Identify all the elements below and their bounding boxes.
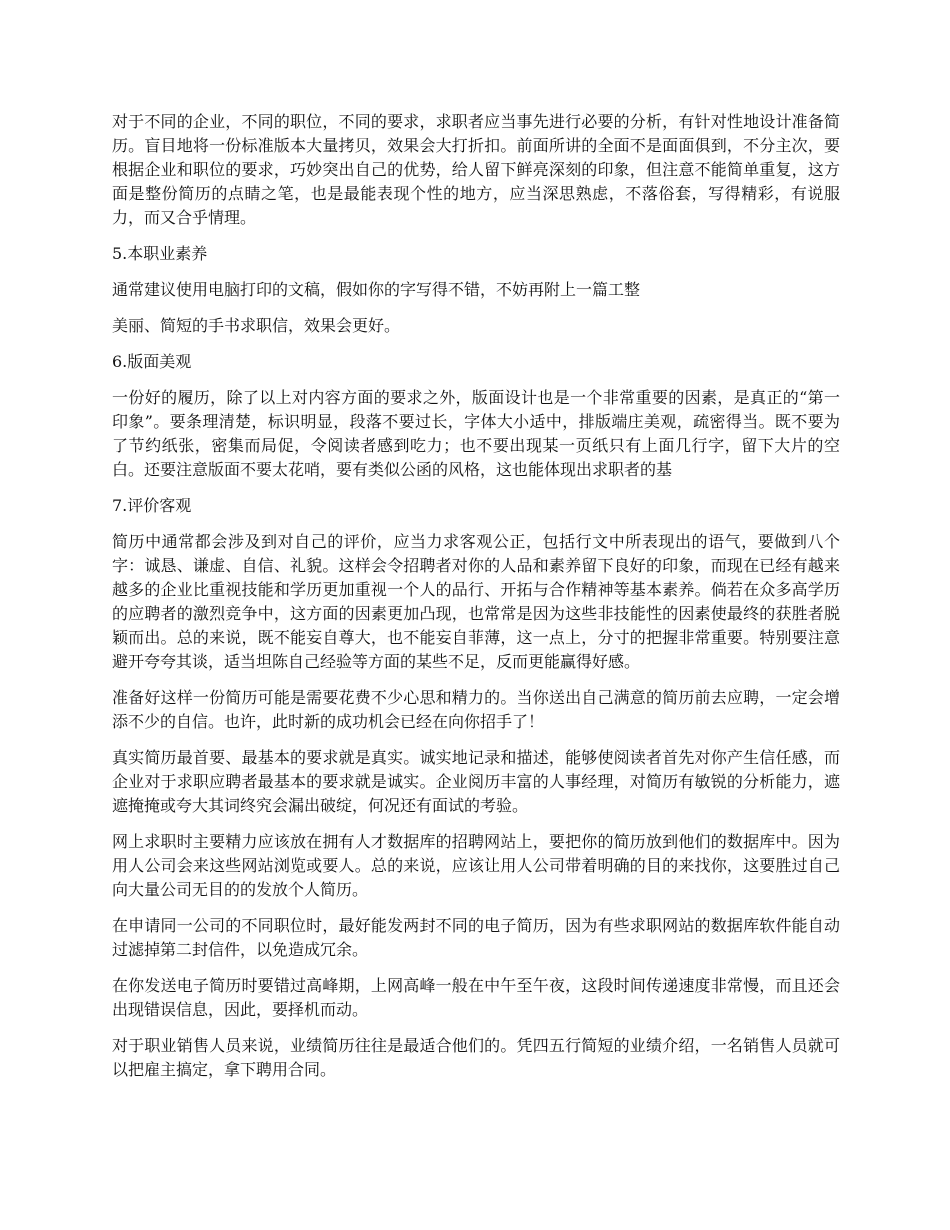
paragraph-online-job-search: 网上求职时主要精力应该放在拥有人才数据库的招聘网站上，要把你的简历放到他们的数据库中。因为用人公司会来这些网站浏览或要人。总的来说，应该让用人公司带着明确的目的来找你，这要胜过自己向大量公司无目的的发放个人简历。 — [112, 832, 840, 899]
heading-professional-quality: 5.本职业素养 — [112, 244, 208, 263]
document-body — [112, 110, 840, 1094]
paragraph-prepare-resume: 准备好这样一份简历可能是需要花费不少心思和精力的。当你送出自己满意的简历前去应聘，一定会增添不少的自信。也许，此时新的成功机会已经在向你招手了！ — [112, 688, 840, 731]
heading-layout-aesthetics: 6.版面美观 — [112, 352, 192, 371]
paragraph-sales-resume: 对于职业销售人员来说，业绩简历往往是最适合他们的。凭四五行简短的业绩介绍，一名销售人员就可以把雇主搞定，拿下聘用合同。 — [112, 1036, 840, 1079]
paragraph-handwritten-letter: 美丽、简短的手书求职信，效果会更好。 — [112, 316, 401, 335]
paragraph-truthful-resume: 真实简历最首要、最基本的要求就是真实。诚实地记录和描述，能够使阅读者首先对你产生信任感，而企业对于求职应聘者最基本的要求就是诚实。企业阅历丰富的人事经理，对简历有敏锐的分析能力，遮遮掩掩或夸大其词终究会漏出破绽，何况还有面试的考验。 — [112, 748, 840, 815]
paragraph-multiple-positions: 在申请同一公司的不同职位时，最好能发两封不同的电子简历，因为有些求职网站的数据库软件能自动过滤掉第二封信件，以免造成冗余。 — [112, 916, 840, 959]
heading-objective-evaluation: 7.评价客观 — [112, 496, 192, 515]
paragraph-send-timing: 在你发送电子简历时要错过高峰期，上网高峰一般在中午至午夜，这段时间传递速度非常慢，而且还会出现错误信息，因此，要择机而动。 — [112, 976, 840, 1019]
paragraph-self-evaluation: 简历中通常都会涉及到对自己的评价，应当力求客观公正，包括行文中所表现出的语气，要做到八个字：诚恳、谦虚、自信、礼貌。这样会令招聘者对你的人品和素养留下良好的印象，而现在已经有越来越多的企业比重视技能和学历更加重视一个人的品行、开拓与合作精神等基本素养。倘若在众多高学历的应聘者的激烈竞争中，这方面的因素更加凸现，也常常是因为这些非技能性的因素使最终的获胜者脱颖而出。总的来说，既不能妄自尊大，也不能妄自菲薄，这一点上，分寸的把握非常重要。特别要注意避开夸夸其谈，适当坦陈自己经验等方面的某些不足，反而更能赢得好感。 — [112, 532, 840, 671]
paragraph-layout-design: 一份好的履历，除了以上对内容方面的要求之外，版面设计也是一个非常重要的因素，是真正的“第一印象”。要条理清楚，标识明显，段落不要过长，字体大小适中，排版端庄美观，疏密得当。既不要为了节约纸张，密集而局促，令阅读者感到吃力；也不要出现某一页纸只有上面几行字，留下大片的空白。还要注意版面不要太花哨，要有类似公函的风格，这也能体现出求职者的基 — [112, 388, 840, 479]
paragraph-targeted-resume: 对于不同的企业，不同的职位，不同的要求，求职者应当事先进行必要的分析，有针对性地设计准备简历。盲目地将一份标准版本大量拷贝，效果会大打折扣。前面所讲的全面不是面面俱到，不分主次，要根据企业和职位的要求，巧妙突出自己的优势，给人留下鲜亮深刻的印象，但注意不能简单重复，这方面是整份简历的点睛之笔，也是最能表现个性的地方，应当深思熟虑，不落俗套，写得精彩，有说服力，而又合乎情理。 — [112, 112, 840, 227]
paragraph-printed-draft: 通常建议使用电脑打印的文稿，假如你的字写得不错，不妨再附上一篇工整 — [112, 280, 641, 299]
